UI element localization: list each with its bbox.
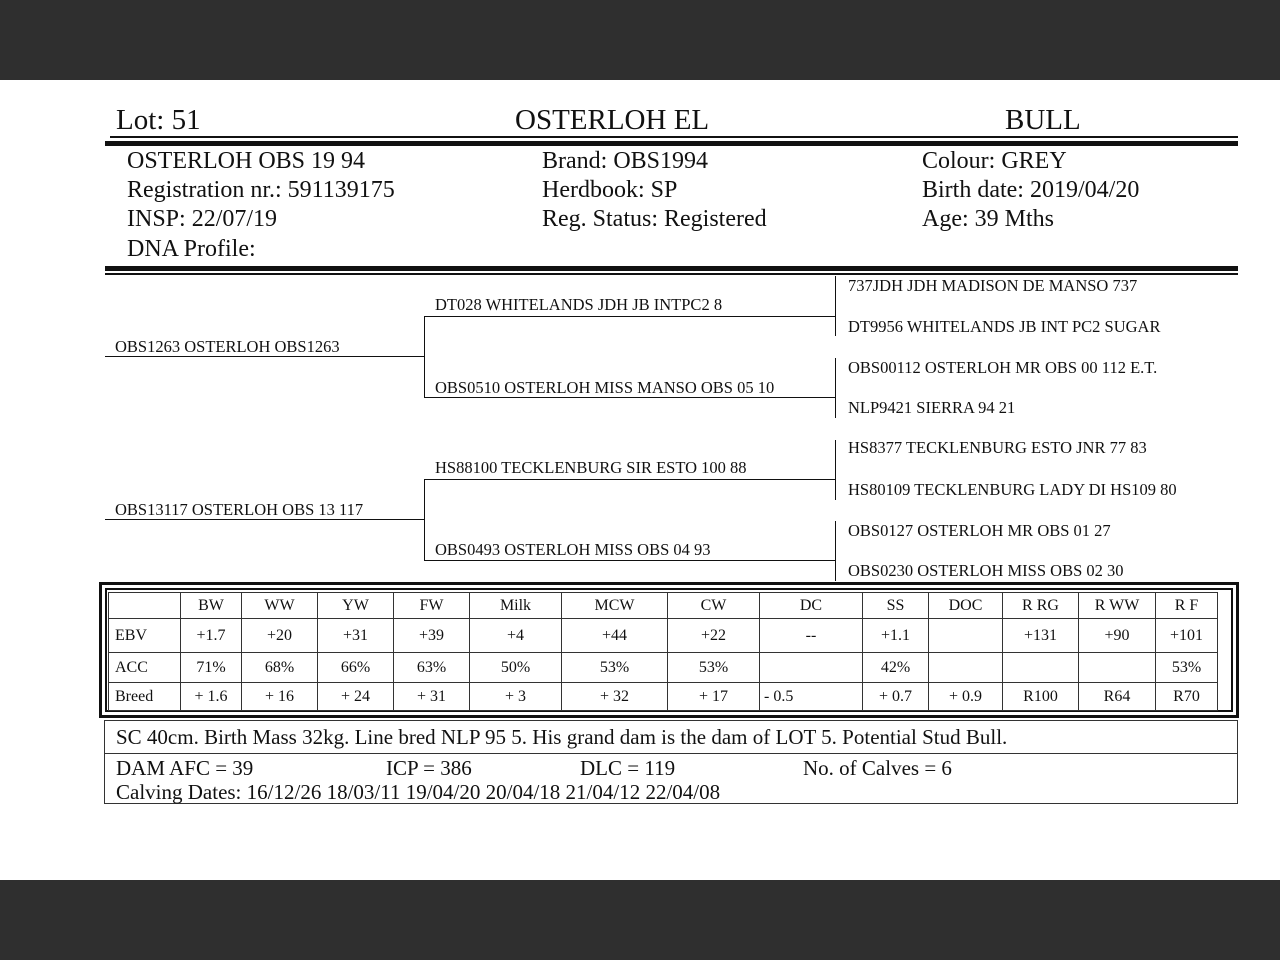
dam-afc: DAM AFC = 39 bbox=[116, 756, 254, 780]
details-rule-thick bbox=[105, 266, 1238, 271]
breed-cell: + 16 bbox=[242, 683, 318, 711]
dna-profile: DNA Profile: bbox=[127, 236, 256, 262]
breed-cell: + 1.6 bbox=[181, 683, 242, 711]
age: Age: 39 Mths bbox=[922, 206, 1054, 232]
col-header: WW bbox=[242, 593, 318, 619]
col-header: BW bbox=[181, 593, 242, 619]
dam: OBS13117 OSTERLOH OBS 13 117 bbox=[115, 500, 364, 519]
ds-bracket bbox=[835, 440, 836, 500]
breed-cell: R100 bbox=[1003, 683, 1079, 711]
sd-bracket bbox=[835, 358, 836, 418]
dam-stats-box bbox=[104, 753, 1238, 804]
animal-name: OSTERLOH EL bbox=[515, 104, 710, 136]
brand: Brand: OBS1994 bbox=[542, 148, 709, 174]
col-header: R WW bbox=[1079, 593, 1156, 619]
dam-dam-dam: OBS0230 OSTERLOH MISS OBS 02 30 bbox=[848, 561, 1124, 580]
pedigree-page bbox=[0, 80, 1280, 880]
calves-count: No. of Calves = 6 bbox=[803, 756, 952, 780]
ds-line bbox=[424, 479, 836, 480]
col-header bbox=[109, 593, 181, 619]
acc-cell: 53% bbox=[562, 653, 668, 683]
sire-dam-sire: OBS00112 OSTERLOH MR OBS 00 112 E.T. bbox=[848, 358, 1158, 377]
ebv-cell: +22 bbox=[668, 619, 760, 653]
ebv-cell: +44 bbox=[562, 619, 668, 653]
header-rule-thin bbox=[110, 136, 1238, 138]
breed-cell: - 0.5 bbox=[760, 683, 863, 711]
dam-bracket bbox=[424, 479, 425, 561]
dam-sire: HS88100 TECKLENBURG SIR ESTO 100 88 bbox=[435, 458, 747, 477]
breed-cell: + 0.9 bbox=[929, 683, 1003, 711]
sire: OBS1263 OSTERLOH OBS1263 bbox=[115, 337, 340, 356]
ss-bracket bbox=[835, 276, 836, 336]
acc-cell: 71% bbox=[181, 653, 242, 683]
acc-cell: 42% bbox=[863, 653, 929, 683]
col-header: R RG bbox=[1003, 593, 1079, 619]
acc-cell: 53% bbox=[1156, 653, 1218, 683]
animal-id: OSTERLOH OBS 19 94 bbox=[127, 148, 366, 174]
acc-cell bbox=[1003, 653, 1079, 683]
calving-dates: Calving Dates: 16/12/26 18/03/11 19/04/20 20/04/18 21/04/12 22/04/08 bbox=[116, 780, 721, 804]
col-header: DC bbox=[760, 593, 863, 619]
acc-row bbox=[109, 653, 1218, 683]
sire-sire-sire: 737JDH JDH MADISON DE MANSO 737 bbox=[848, 276, 1138, 295]
herdbook: Herdbook: SP bbox=[542, 177, 678, 203]
breed-cell: + 17 bbox=[668, 683, 760, 711]
ebv-cell: +4 bbox=[470, 619, 562, 653]
remarks-box bbox=[104, 720, 1238, 754]
acc-cell: 50% bbox=[470, 653, 562, 683]
col-header: FW bbox=[394, 593, 470, 619]
ebv-table bbox=[108, 592, 1218, 711]
inspection-date: INSP: 22/07/19 bbox=[127, 206, 278, 232]
registration-status: Reg. Status: Registered bbox=[542, 206, 767, 232]
breed-cell: + 31 bbox=[394, 683, 470, 711]
dam-dam: OBS0493 OSTERLOH MISS OBS 04 93 bbox=[435, 540, 711, 559]
sire-sire: DT028 WHITELANDS JDH JB INTPC2 8 bbox=[435, 295, 723, 314]
remarks-text: SC 40cm. Birth Mass 32kg. Line bred NLP 95 5. His grand dam is the dam of LOT 5. Potential Stud Bull. bbox=[116, 725, 1008, 749]
sire-dam: OBS0510 OSTERLOH MISS MANSO OBS 05 10 bbox=[435, 378, 775, 397]
ebv-cell: +101 bbox=[1156, 619, 1218, 653]
sire-bracket bbox=[424, 316, 425, 398]
sire-dam-dam: NLP9421 SIERRA 94 21 bbox=[848, 398, 1016, 417]
dam-sire-sire: HS8377 TECKLENBURG ESTO JNR 77 83 bbox=[848, 438, 1147, 457]
header-rule-thick bbox=[105, 141, 1238, 146]
acc-cell: 66% bbox=[318, 653, 394, 683]
row-label: ACC bbox=[109, 653, 181, 683]
ebv-cell: +90 bbox=[1079, 619, 1156, 653]
breed-cell: + 24 bbox=[318, 683, 394, 711]
breed-cell: R70 bbox=[1156, 683, 1218, 711]
dd-bracket bbox=[835, 521, 836, 581]
ebv-cell: +31 bbox=[318, 619, 394, 653]
registration-number: Registration nr.: 591139175 bbox=[127, 177, 395, 203]
col-header: SS bbox=[863, 593, 929, 619]
ebv-cell: +1.7 bbox=[181, 619, 242, 653]
lot-number: Lot: 51 bbox=[116, 104, 201, 136]
animal-sex: BULL bbox=[1005, 104, 1081, 136]
ebv-row bbox=[109, 619, 1218, 653]
ebv-cell: -- bbox=[760, 619, 863, 653]
acc-cell: 63% bbox=[394, 653, 470, 683]
ebv-cell: +131 bbox=[1003, 619, 1079, 653]
sire-sire-dam: DT9956 WHITELANDS JB INT PC2 SUGAR bbox=[848, 317, 1161, 336]
acc-cell bbox=[760, 653, 863, 683]
breed-cell: + 0.7 bbox=[863, 683, 929, 711]
col-header: Milk bbox=[470, 593, 562, 619]
row-label: EBV bbox=[109, 619, 181, 653]
acc-cell bbox=[929, 653, 1003, 683]
ebv-cell bbox=[929, 619, 1003, 653]
dam-dam-sire: OBS0127 OSTERLOH MR OBS 01 27 bbox=[848, 521, 1111, 540]
details-rule-thin bbox=[105, 273, 1238, 275]
col-header: YW bbox=[318, 593, 394, 619]
col-header: R F bbox=[1156, 593, 1218, 619]
ebv-cell: +39 bbox=[394, 619, 470, 653]
birth-date: Birth date: 2019/04/20 bbox=[922, 177, 1140, 203]
acc-cell bbox=[1079, 653, 1156, 683]
row-label: Breed bbox=[109, 683, 181, 711]
ebv-cell: +20 bbox=[242, 619, 318, 653]
dam-sire-dam: HS80109 TECKLENBURG LADY DI HS109 80 bbox=[848, 480, 1177, 499]
breed-row bbox=[109, 683, 1218, 711]
breed-cell: R64 bbox=[1079, 683, 1156, 711]
col-header: CW bbox=[668, 593, 760, 619]
ebv-header-row bbox=[109, 593, 1218, 619]
dd-line bbox=[424, 560, 836, 561]
colour: Colour: GREY bbox=[922, 148, 1067, 174]
icp: ICP = 386 bbox=[386, 756, 472, 780]
breed-cell: + 32 bbox=[562, 683, 668, 711]
acc-cell: 68% bbox=[242, 653, 318, 683]
ebv-cell: +1.1 bbox=[863, 619, 929, 653]
ss-line bbox=[424, 316, 836, 317]
col-header: MCW bbox=[562, 593, 668, 619]
col-header: DOC bbox=[929, 593, 1003, 619]
acc-cell: 53% bbox=[668, 653, 760, 683]
dlc: DLC = 119 bbox=[580, 756, 676, 780]
breed-cell: + 3 bbox=[470, 683, 562, 711]
